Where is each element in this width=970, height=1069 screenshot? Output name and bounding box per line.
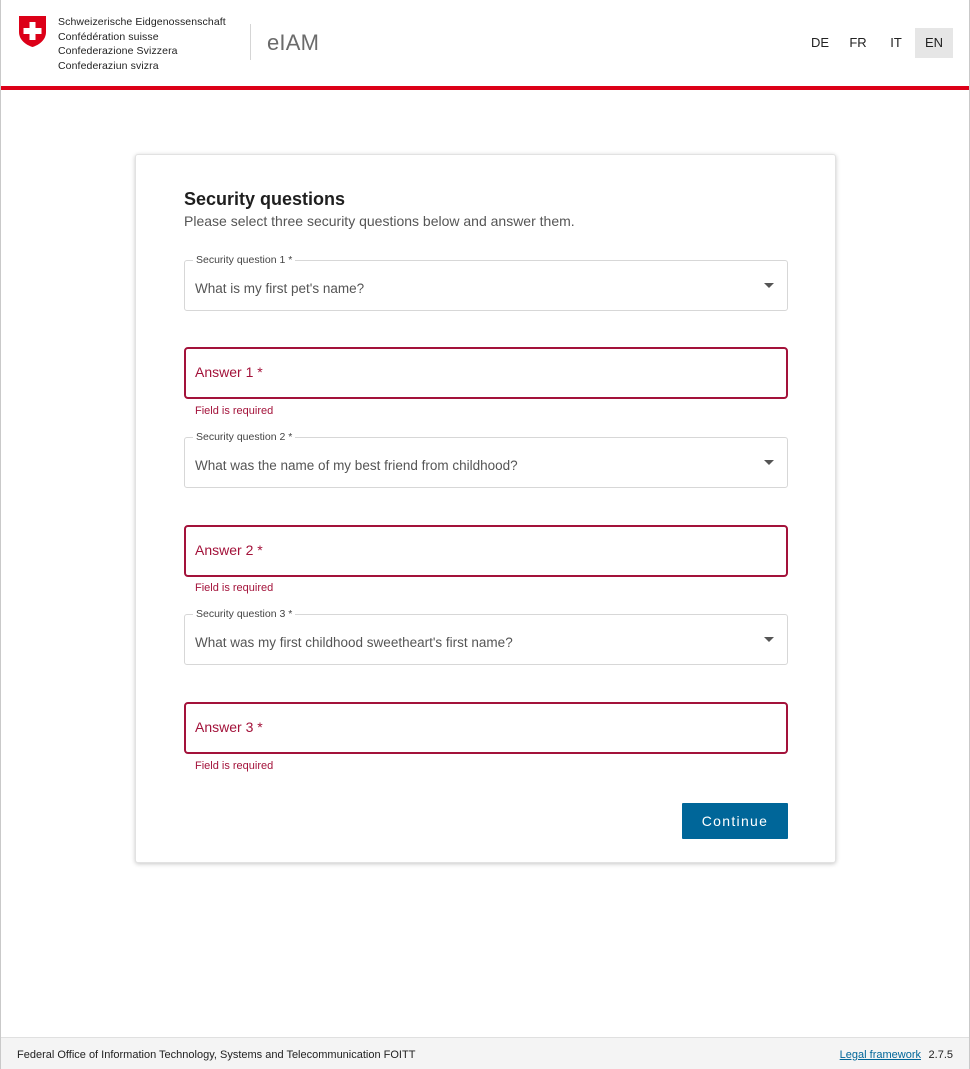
security-question-2-label: Security question 2 * <box>193 431 295 443</box>
answer-3-label: Answer 3 * <box>195 719 263 735</box>
confederation-line-rm: Confederaziun svizra <box>58 59 159 72</box>
security-question-1-value: What is my first pet's name? <box>195 281 365 296</box>
app-version: 2.7.5 <box>928 1049 953 1061</box>
app-name: eIAM <box>267 30 320 55</box>
answer-2-field[interactable] <box>184 525 788 577</box>
answer-2-error: Field is required <box>195 582 274 594</box>
language-it[interactable]: IT <box>890 35 902 50</box>
security-question-1-label: Security question 1 * <box>193 254 295 266</box>
continue-button[interactable]: Continue <box>682 803 788 839</box>
chevron-down-icon <box>764 460 774 465</box>
security-question-2-value: What was the name of my best friend from childhood? <box>195 458 518 473</box>
legal-framework-link[interactable]: Legal framework <box>839 1049 921 1061</box>
confederation-name <box>58 15 226 73</box>
confederation-line-fr: Confédération suisse <box>58 30 159 43</box>
answer-3-input[interactable] <box>186 704 786 752</box>
chevron-down-icon <box>764 283 774 288</box>
header-divider <box>250 24 251 60</box>
answer-2-label: Answer 2 * <box>195 542 263 558</box>
page-title: Security questions <box>184 189 346 209</box>
chevron-down-icon <box>764 637 774 642</box>
header-red-line <box>1 86 969 90</box>
security-question-1-select[interactable] <box>184 254 788 311</box>
swiss-coat-of-arms-icon <box>18 15 47 48</box>
site-header <box>1 0 969 86</box>
language-en[interactable]: EN <box>915 28 953 58</box>
security-question-2-select[interactable] <box>184 431 788 488</box>
language-de[interactable]: DE <box>810 35 830 50</box>
security-question-3-label: Security question 3 * <box>193 608 295 620</box>
security-questions-card <box>135 154 836 863</box>
answer-1-label: Answer 1 * <box>195 364 263 380</box>
answer-1-input[interactable] <box>186 349 786 397</box>
answer-2-input[interactable] <box>186 527 786 575</box>
security-question-3-value: What was my first childhood sweetheart's first name? <box>195 635 513 650</box>
site-footer <box>1 1037 969 1069</box>
language-fr[interactable]: FR <box>849 35 867 50</box>
security-question-3-select[interactable] <box>184 608 788 665</box>
answer-3-field[interactable] <box>184 702 788 754</box>
answer-1-error: Field is required <box>195 405 274 417</box>
footer-organization: Federal Office of Information Technology, Systems and Telecommunication FOITT <box>17 1049 416 1061</box>
answer-1-field[interactable] <box>184 347 788 399</box>
page-subtitle: Please select three security questions below and answer them. <box>184 213 575 229</box>
confederation-line-de: Schweizerische Eidgenossenschaft <box>58 16 226 28</box>
language-switcher <box>801 28 953 58</box>
answer-3-error: Field is required <box>195 760 274 772</box>
confederation-line-it: Confederazione Svizzera <box>58 45 178 57</box>
